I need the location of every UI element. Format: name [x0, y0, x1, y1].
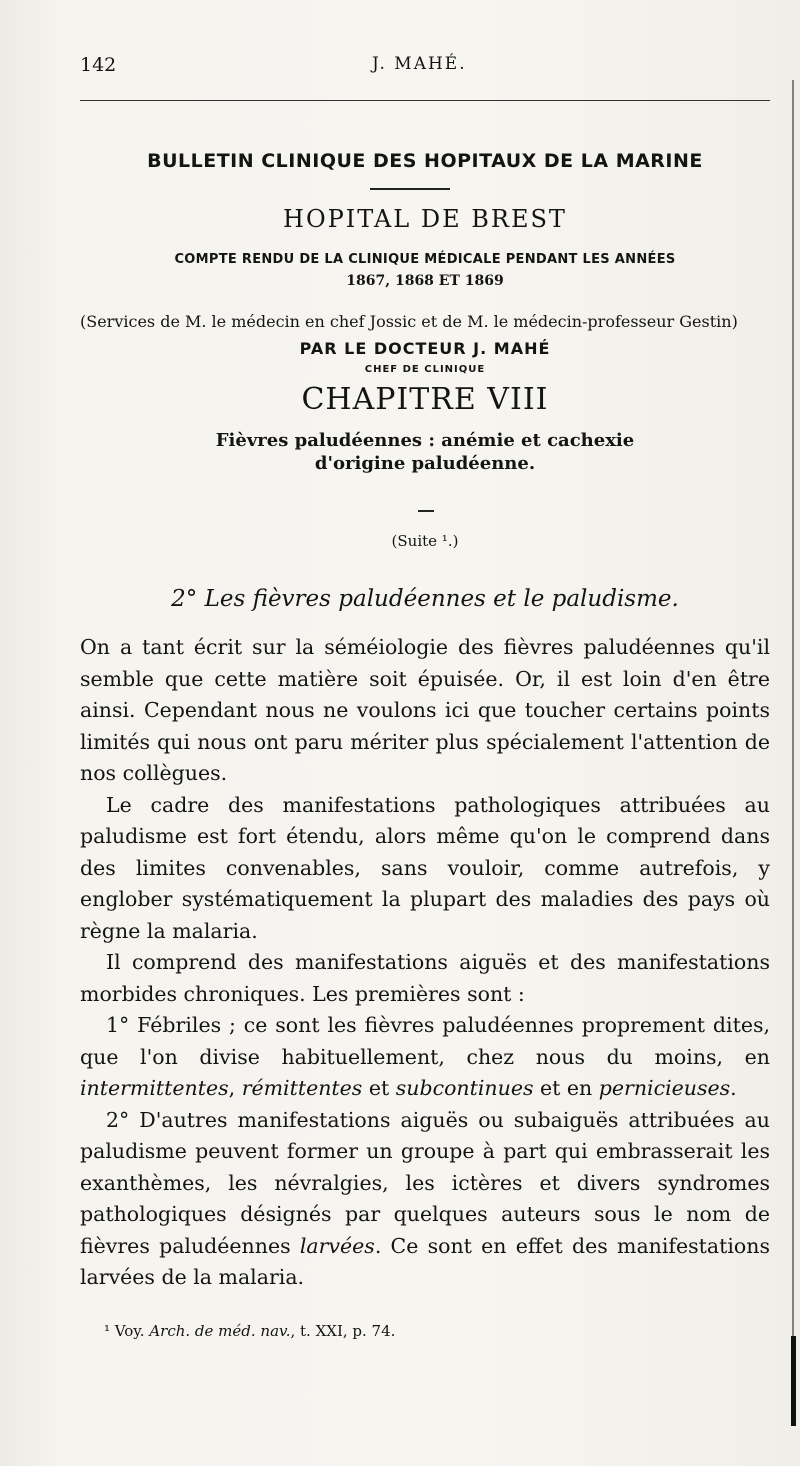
- footnote-text: Voy.: [114, 1322, 145, 1340]
- report-line: COMPTE RENDU DE LA CLINIQUE MÉDICALE PENDANT LES ANNÉES: [174, 252, 676, 267]
- term-subcontinues: subcontinues: [395, 1076, 534, 1100]
- suite-note: (Suite ¹.): [391, 532, 459, 550]
- page-edge-mark: [791, 1336, 796, 1426]
- page-header: [80, 54, 770, 84]
- body-text: [80, 632, 770, 1294]
- p4-sep: ,: [228, 1076, 236, 1100]
- bulletin-title: BULLETIN CLINIQUE DES HOPITAUX DE LA MARINE: [147, 150, 703, 172]
- p4-and-1: et: [368, 1076, 390, 1100]
- chapter-subtitle-line1: Fièvres paludéennes : anémie et cachexie: [215, 430, 635, 451]
- p5-end: . Ce sont en effet des manifestations larvées de la malaria.: [80, 1233, 770, 1289]
- running-head: J. MAHÉ.: [372, 54, 467, 74]
- paragraph-1: On a tant écrit sur la séméiologie des fièvres paludéennes qu'il semble que cette matière soit épuisée. Or, il est loin d'en être ainsi. Cependant nous ne voulons ici que toucher certains points limités qui nous ont paru mériter plus spécialement l'attention de nos collègues.: [80, 635, 770, 785]
- chapter-title: CHAPITRE VIII: [301, 382, 549, 417]
- paragraph-3: Il comprend des manifestations aiguës et des manifestations morbides chroniques. Les premières sont :: [80, 950, 770, 1006]
- p4-and-2: et en: [540, 1076, 593, 1100]
- p4-text: 1° Fébriles ; ce sont les fièvres paludéennes proprement dites, que l'on divise habituellement, chez nous du moins, en: [80, 1013, 770, 1069]
- page-edge-line: [792, 80, 794, 1380]
- subtitle-rule: [418, 510, 434, 512]
- paragraph-5: [80, 1105, 770, 1294]
- term-remittentes: rémittentes: [241, 1076, 363, 1100]
- report-years: 1867, 1868 ET 1869: [346, 273, 504, 289]
- paragraph-4: [80, 1010, 770, 1105]
- author-title: CHEF DE CLINIQUE: [364, 364, 486, 375]
- page-number: 142: [80, 54, 117, 76]
- paragraph-2: Le cadre des manifestations pathologiques attribuées au paludisme est fort étendu, alors même qu'on le comprend dans des limites convenables, sans vouloir, comme autrefois, y englober systématiquement la plupart des maladies des pays où règne la malaria.: [80, 792, 770, 943]
- title-rule: [370, 188, 450, 190]
- author-line: PAR LE DOCTEUR J. MAHÉ: [299, 339, 551, 358]
- p4-end: .: [730, 1076, 737, 1100]
- footnote-journal: Arch. de méd. nav.: [149, 1322, 291, 1340]
- term-intermittentes: intermittentes: [80, 1076, 229, 1100]
- hospital-title: HOPITAL DE BREST: [283, 205, 567, 233]
- chapter-subtitle-line2: d'origine paludéenne.: [314, 453, 536, 474]
- term-larvees: larvées: [299, 1233, 375, 1258]
- footnote: [104, 1322, 764, 1340]
- footnote-ref: , t. XXI, p. 74.: [290, 1322, 396, 1340]
- footnote-marker: ¹: [104, 1322, 111, 1340]
- header-rule: [80, 100, 770, 101]
- p5-text: 2° D'autres manifestations aiguës ou subaiguës attribuées au paludisme peuvent former un groupe à part qui embrasserait les exanthèmes, les névralgies, les ictères et divers syndromes pathologiques désignés par quelques auteurs sous le nom de fièvres paludéennes: [80, 1107, 770, 1258]
- term-pernicieuses: pernicieuses: [598, 1076, 731, 1100]
- section-heading: 2° Les fièvres paludéennes et le paludisme.: [171, 586, 679, 612]
- services-line: (Services de M. le médecin en chef Jossic et de M. le médecin-professeur Gestin): [80, 312, 738, 331]
